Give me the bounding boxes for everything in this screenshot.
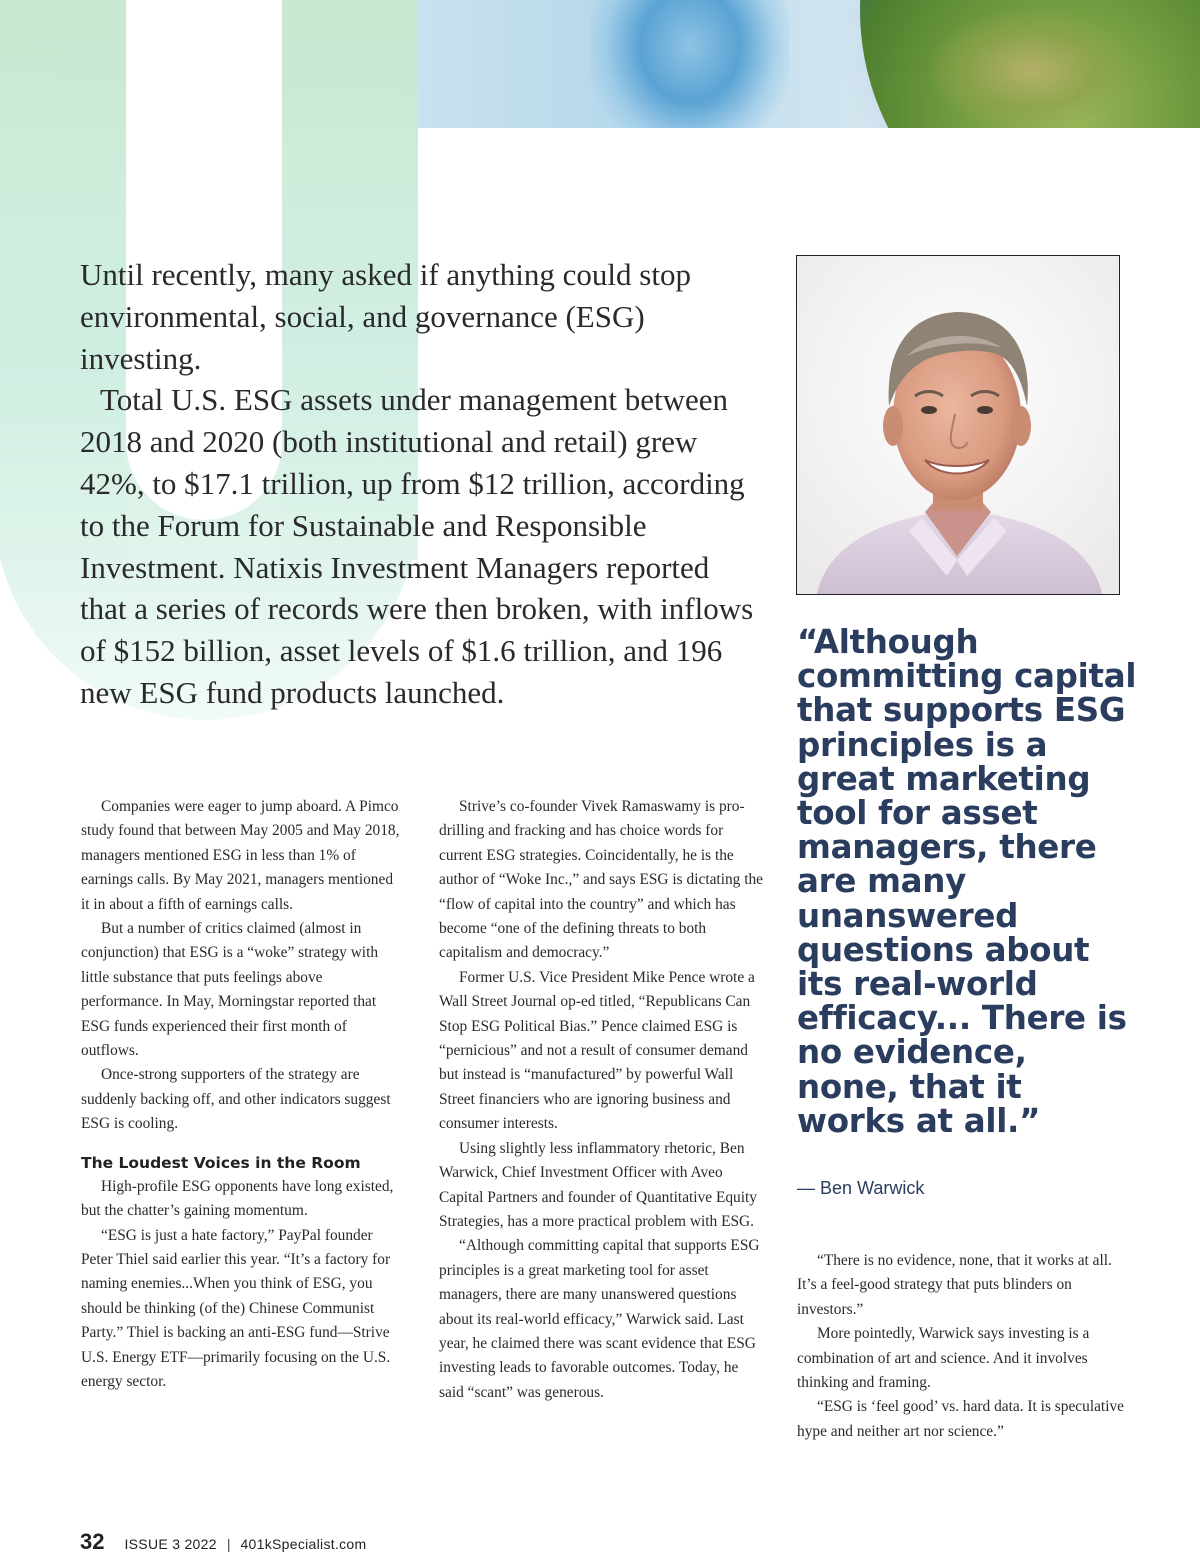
body-paragraph: “There is no evidence, none, that it works at all. It’s a feel-good strategy that puts blinders on investors.”: [797, 1252, 1112, 1318]
body-paragraph: “ESG is ‘feel good’ vs. hard data. It is speculative hype and neither art nor science.”: [797, 1398, 1125, 1440]
article-column-1: [81, 795, 404, 1394]
body-paragraph: High-profile ESG opponents have long existed, but the chatter’s gaining momentum.: [81, 1177, 394, 1220]
water-splash-graphic: [590, 0, 790, 128]
article-column-3: [797, 1249, 1125, 1444]
body-paragraph: Once-strong supporters of the strategy are suddenly backing off, and other indicators suggest ESG is cooling.: [81, 1066, 391, 1133]
page-number: 32: [80, 1529, 105, 1554]
body-paragraph: Companies were eager to jump aboard. A Pimco study found that between May 2005 and May 2018, managers mentioned ESG in less than 1% of earnings calls. By May 2021, managers mentioned it in about a fifth of earnings calls.: [81, 798, 400, 913]
section-heading: The Loudest Voices in the Room: [81, 1153, 361, 1172]
intro-text: [80, 254, 760, 714]
body-paragraph: Strive’s co-founder Vivek Ramaswamy is pro-drilling and fracking and has choice words for current ESG strategies. Coincidentally, he is the author of “Woke Inc.,” and says ESG is dictating the “flow of capital into the country” and which has become “one of the defining threats to both capitalism and democracy.”: [439, 798, 764, 962]
body-paragraph: More pointedly, Warwick says investing is a combination of art and science. And it involves thinking and framing.: [797, 1325, 1090, 1392]
page-footer: [80, 1529, 366, 1557]
pull-quote-attribution: — Ben Warwick: [797, 1178, 925, 1198]
body-paragraph: Using slightly less inflammatory rhetoric, Ben Warwick, Chief Investment Officer with Aveo Capital Partners and founder of Quantitative Equity Strategies, has a more practical problem with ESG.: [439, 1139, 757, 1230]
issue-label: ISSUE 3 2022: [124, 1536, 217, 1552]
site-link[interactable]: 401kSpecialist.com: [240, 1536, 367, 1552]
body-paragraph: But a number of critics claimed (almost in conjunction) that ESG is a “woke” strategy with little substance that puts feelings above performance. In May, Morningstar reported that ESG funds experienced their first month of outflows.: [81, 920, 379, 1060]
portrait-photo: [796, 255, 1120, 595]
article-column-2: [439, 795, 763, 1405]
body-paragraph: “ESG is just a hate factory,” PayPal founder Peter Thiel said earlier this year. “It’s a factory for naming enemies...When you think of ESG, you should be thinking (of the) Chinese Communist Party.” Thiel is backing an anti-ESG fund—Strive U.S. Energy ETF—primarily focusing on the U.S. energy sector.: [81, 1226, 391, 1390]
intro-paragraph: Total U.S. ESG assets under management between 2018 and 2020 (both institutional and retail) grew 42%, to $17.1 trillion, up from $12 trillion, according to the Forum for Sustainable and Responsible Investment. Natixis Investment Managers reported that a series of records were then broken, with inflows of $152 billion, asset levels of $1.6 trillion, and 196 new ESG fund products launched.: [80, 382, 754, 710]
footer-separator: |: [226, 1536, 231, 1552]
intro-paragraph: Until recently, many asked if anything could stop environmental, social, and governance (ESG) investing.: [80, 257, 691, 376]
globe-land-graphic: [930, 10, 1130, 128]
body-paragraph: Former U.S. Vice President Mike Pence wrote a Wall Street Journal op-ed titled, “Republicans Can Stop ESG Political Bias.” Pence claimed ESG is “pernicious” and not a result of consumer demand but instead is “manufactured” by powerful Wall Street financiers who are ignoring business and consumer interests.: [439, 968, 755, 1133]
pull-quote: “Although committing capital that supports ESG principles is a great marketing tool for asset managers, there are many unanswered questions about its real-world efficacy... There is no evidence, none, that it works at all.”: [797, 623, 1137, 1140]
body-paragraph: “Although committing capital that supports ESG principles is a great marketing tool for asset managers, there are many unanswered questions about its real-world efficacy,” Warwick said. Last year, he claimed there was scant evidence that ESG investing leads to favorable outcomes. Today, he said “scant” was generous.: [439, 1237, 760, 1401]
